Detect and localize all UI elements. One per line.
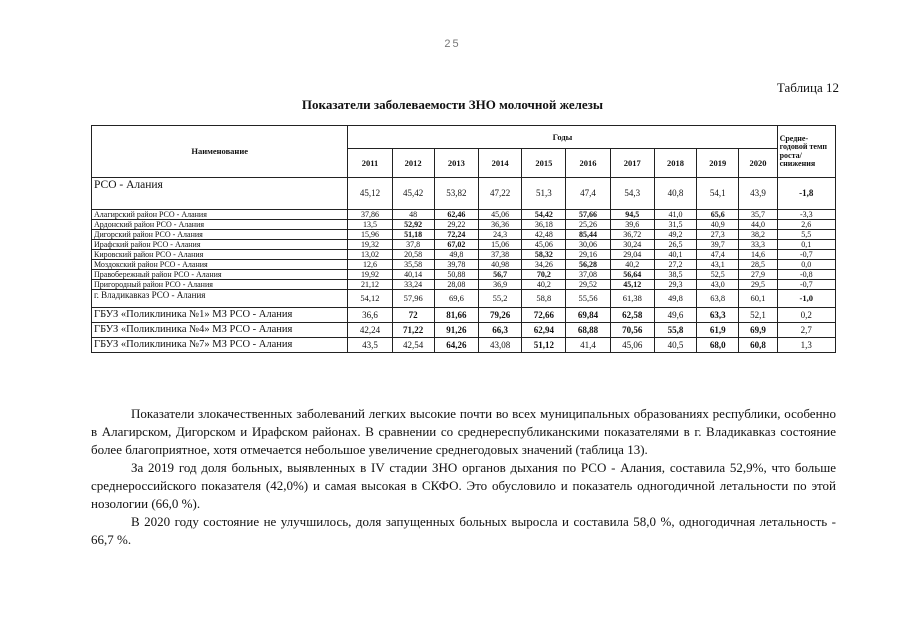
value-cell: 29,3 (654, 280, 696, 290)
value-cell: 72,24 (434, 230, 478, 240)
value-cell: 40,8 (654, 178, 696, 210)
table-title: Показатели заболеваемости ЗНО молочной железы (301, 97, 604, 112)
value-cell: 20,58 (392, 250, 434, 260)
value-cell: 27,2 (654, 260, 696, 270)
value-cell: 29,52 (566, 280, 610, 290)
value-cell: 27,3 (697, 230, 739, 240)
trend-cell: -1,8 (777, 178, 835, 210)
value-cell: 57,66 (566, 210, 610, 220)
value-cell: 45,06 (610, 338, 654, 353)
value-cell: 52,92 (392, 220, 434, 230)
row-name: Пригородный район РСО - Алания (92, 280, 348, 290)
value-cell: 13,5 (348, 220, 392, 230)
trend-cell: -0,7 (777, 250, 835, 260)
year-header: 2020 (739, 149, 777, 178)
value-cell: 28,08 (434, 280, 478, 290)
value-cell: 45,06 (522, 240, 566, 250)
row-name: ГБУЗ «Поликлиника №4» МЗ РСО - Алания (92, 323, 348, 338)
value-cell: 43,1 (697, 260, 739, 270)
value-cell: 62,46 (434, 210, 478, 220)
value-cell: 63,8 (697, 290, 739, 308)
value-cell: 40,1 (654, 250, 696, 260)
value-cell: 42,24 (348, 323, 392, 338)
value-cell: 45,42 (392, 178, 434, 210)
value-cell: 67,02 (434, 240, 478, 250)
value-cell: 52,1 (739, 308, 777, 323)
value-cell: 49,6 (654, 308, 696, 323)
row-name: Моздокский район РСО - Алания (92, 260, 348, 270)
value-cell: 15,06 (479, 240, 522, 250)
table-row (92, 178, 836, 210)
value-cell: 68,88 (566, 323, 610, 338)
value-cell: 40,14 (392, 270, 434, 280)
table-body (92, 178, 836, 353)
value-cell: 60,1 (739, 290, 777, 308)
value-cell: 57,96 (392, 290, 434, 308)
table-label: Таблица 12 (776, 80, 839, 95)
value-cell: 51,3 (522, 178, 566, 210)
value-cell: 56,28 (566, 260, 610, 270)
row-name: Алагирский район РСО - Алания (92, 210, 348, 220)
value-cell: 41,4 (566, 338, 610, 353)
table-row (92, 338, 836, 353)
table-row (92, 240, 836, 250)
value-cell: 62,58 (610, 308, 654, 323)
trend-cell: -1,0 (777, 290, 835, 308)
table-row (92, 210, 836, 220)
value-cell: 43,9 (739, 178, 777, 210)
incidence-table (91, 125, 836, 353)
trend-cell: -0,8 (777, 270, 835, 280)
trend-cell: -0,7 (777, 280, 835, 290)
value-cell: 48 (392, 210, 434, 220)
value-cell: 40,5 (654, 338, 696, 353)
value-cell: 49,2 (654, 230, 696, 240)
value-cell: 36,9 (479, 280, 522, 290)
table-row (92, 323, 836, 338)
value-cell: 40,2 (610, 260, 654, 270)
value-cell: 50,88 (434, 270, 478, 280)
row-name: РСО - Алания (92, 178, 348, 210)
table-row (92, 260, 836, 270)
value-cell: 49,8 (654, 290, 696, 308)
value-cell: 52,5 (697, 270, 739, 280)
value-cell: 37,38 (479, 250, 522, 260)
year-header: 2012 (392, 149, 434, 178)
value-cell: 28,5 (739, 260, 777, 270)
year-header: 2014 (479, 149, 522, 178)
value-cell: 44,0 (739, 220, 777, 230)
row-name: Ардонский район РСО - Алания (92, 220, 348, 230)
trend-cell: 0,2 (777, 308, 835, 323)
value-cell: 33,24 (392, 280, 434, 290)
value-cell: 72,66 (522, 308, 566, 323)
value-cell: 39,78 (434, 260, 478, 270)
value-cell: 43,08 (479, 338, 522, 353)
year-header: 2018 (654, 149, 696, 178)
value-cell: 69,6 (434, 290, 478, 308)
year-header: 2015 (522, 149, 566, 178)
trend-cell: 2,7 (777, 323, 835, 338)
table-row (92, 280, 836, 290)
value-cell: 54,12 (348, 290, 392, 308)
value-cell: 49,8 (434, 250, 478, 260)
trend-cell: 1,3 (777, 338, 835, 353)
value-cell: 35,58 (392, 260, 434, 270)
table-row (92, 270, 836, 280)
body-text (91, 405, 836, 549)
value-cell: 63,3 (697, 308, 739, 323)
paragraph: Показатели злокачественных заболеваний легких высокие почти во всех муниципальных образованиях республики, особенно в Алагирском, Дигорском и Ирафском районах. В сравнении со среднереспубликанскими показателями в г. Владикавказ состояние более благоприятное, хотя отмечается небольшое увеличение среднегодовых значений (таблица 13). (91, 406, 836, 457)
value-cell: 54,42 (522, 210, 566, 220)
value-cell: 36,36 (479, 220, 522, 230)
value-cell: 29,22 (434, 220, 478, 230)
value-cell: 37,8 (392, 240, 434, 250)
value-cell: 47,4 (566, 178, 610, 210)
value-cell: 61,38 (610, 290, 654, 308)
value-cell: 54,1 (697, 178, 739, 210)
value-cell: 38,2 (739, 230, 777, 240)
row-name: Кировский район РСО - Алания (92, 250, 348, 260)
table-row (92, 230, 836, 240)
value-cell: 29,04 (610, 250, 654, 260)
value-cell: 56,64 (610, 270, 654, 280)
value-cell: 29,5 (739, 280, 777, 290)
value-cell: 14,6 (739, 250, 777, 260)
value-cell: 45,12 (348, 178, 392, 210)
year-header: 2019 (697, 149, 739, 178)
value-cell: 55,2 (479, 290, 522, 308)
value-cell: 51,18 (392, 230, 434, 240)
value-cell: 43,5 (348, 338, 392, 353)
value-cell: 70,56 (610, 323, 654, 338)
value-cell: 60,8 (739, 338, 777, 353)
trend-cell: 0,1 (777, 240, 835, 250)
value-cell: 69,84 (566, 308, 610, 323)
value-cell: 45,12 (610, 280, 654, 290)
value-cell: 33,3 (739, 240, 777, 250)
row-name: Дигорский район РСО - Алания (92, 230, 348, 240)
trend-cell: 5,5 (777, 230, 835, 240)
paragraph: За 2019 год доля больных, выявленных в IV стадии ЗНО органов дыхания по РСО - Алания, составила 52,9%, что больше среднероссийского показателя (42,0%) и самая высокая в СКФО. Это обусловило и показатель одногодичной летальности по этой нозологии (66,0 %). (91, 460, 836, 511)
row-name: Правобережный район РСО - Алания (92, 270, 348, 280)
value-cell: 91,26 (434, 323, 478, 338)
value-cell: 71,22 (392, 323, 434, 338)
value-cell: 30,06 (566, 240, 610, 250)
value-cell: 69,9 (739, 323, 777, 338)
value-cell: 19,92 (348, 270, 392, 280)
value-cell: 61,9 (697, 323, 739, 338)
value-cell: 39,7 (697, 240, 739, 250)
column-header-trend: Средне-годовой темп роста/ снижения (777, 126, 835, 178)
row-name: г. Владикавказ РСО - Алания (92, 290, 348, 308)
value-cell: 66,3 (479, 323, 522, 338)
table-row (92, 220, 836, 230)
value-cell: 26,5 (654, 240, 696, 250)
value-cell: 19,32 (348, 240, 392, 250)
value-cell: 53,82 (434, 178, 478, 210)
value-cell: 62,94 (522, 323, 566, 338)
value-cell: 34,26 (522, 260, 566, 270)
column-header-name: Наименование (92, 126, 348, 178)
value-cell: 85,44 (566, 230, 610, 240)
value-cell: 37,86 (348, 210, 392, 220)
row-name: ГБУЗ «Поликлиника №7» МЗ РСО - Алания (92, 338, 348, 353)
value-cell: 36,18 (522, 220, 566, 230)
value-cell: 58,8 (522, 290, 566, 308)
value-cell: 55,56 (566, 290, 610, 308)
value-cell: 31,5 (654, 220, 696, 230)
page-number: 25 (444, 38, 461, 50)
value-cell: 38,5 (654, 270, 696, 280)
value-cell: 40,9 (697, 220, 739, 230)
value-cell: 94,5 (610, 210, 654, 220)
value-cell: 64,26 (434, 338, 478, 353)
value-cell: 40,2 (522, 280, 566, 290)
row-name: ГБУЗ «Поликлиника №1» МЗ РСО - Алания (92, 308, 348, 323)
table-row (92, 250, 836, 260)
trend-cell: 2,6 (777, 220, 835, 230)
value-cell: 36,72 (610, 230, 654, 240)
value-cell: 47,4 (697, 250, 739, 260)
value-cell: 70,2 (522, 270, 566, 280)
value-cell: 79,26 (479, 308, 522, 323)
value-cell: 21,12 (348, 280, 392, 290)
table-row (92, 308, 836, 323)
value-cell: 29,16 (566, 250, 610, 260)
value-cell: 39,6 (610, 220, 654, 230)
row-name: Ирафский район РСО - Алания (92, 240, 348, 250)
value-cell: 42,54 (392, 338, 434, 353)
value-cell: 25,26 (566, 220, 610, 230)
value-cell: 68,0 (697, 338, 739, 353)
value-cell: 43,0 (697, 280, 739, 290)
value-cell: 41,0 (654, 210, 696, 220)
value-cell: 27,9 (739, 270, 777, 280)
column-header-years: Годы (348, 126, 777, 149)
value-cell: 12,6 (348, 260, 392, 270)
value-cell: 24,3 (479, 230, 522, 240)
value-cell: 42,48 (522, 230, 566, 240)
year-header: 2011 (348, 149, 392, 178)
year-header: 2017 (610, 149, 654, 178)
value-cell: 15,96 (348, 230, 392, 240)
value-cell: 55,8 (654, 323, 696, 338)
value-cell: 13,02 (348, 250, 392, 260)
value-cell: 65,6 (697, 210, 739, 220)
value-cell: 81,66 (434, 308, 478, 323)
value-cell: 36,6 (348, 308, 392, 323)
value-cell: 35,7 (739, 210, 777, 220)
year-header: 2013 (434, 149, 478, 178)
value-cell: 72 (392, 308, 434, 323)
value-cell: 45,06 (479, 210, 522, 220)
paragraph: В 2020 году состояние не улучшилось, доля запущенных больных выросла и составила 58,0 %, одногодичная летальность - 66,7 %. (91, 514, 836, 547)
value-cell: 51,12 (522, 338, 566, 353)
value-cell: 54,3 (610, 178, 654, 210)
table-row (92, 290, 836, 308)
trend-cell: 0,0 (777, 260, 835, 270)
value-cell: 56,7 (479, 270, 522, 280)
year-header: 2016 (566, 149, 610, 178)
value-cell: 58,32 (522, 250, 566, 260)
value-cell: 47,22 (479, 178, 522, 210)
value-cell: 40,98 (479, 260, 522, 270)
trend-cell: -3,3 (777, 210, 835, 220)
value-cell: 30,24 (610, 240, 654, 250)
value-cell: 37,08 (566, 270, 610, 280)
